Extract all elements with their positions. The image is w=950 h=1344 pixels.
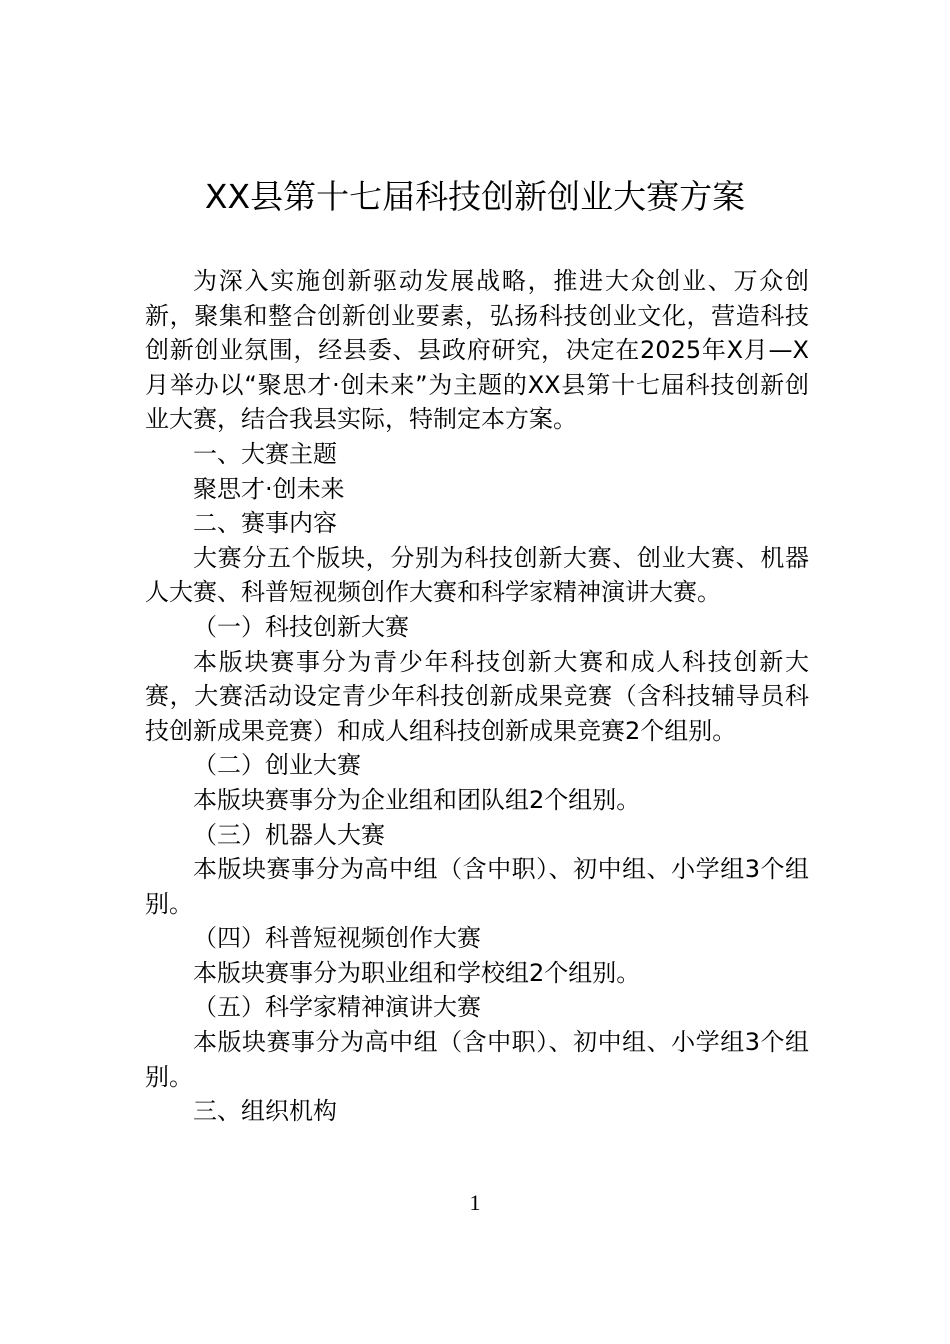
subheading-entrepreneurship: （二）创业大赛 — [193, 751, 361, 780]
robotics-text: 本版块赛事分为高中组（含中职）、初中组、小学组3个组别。 — [145, 855, 809, 918]
subheading-tech-innovation: （一）科技创新大赛 — [193, 612, 409, 641]
page-number: 1 — [469, 1190, 481, 1215]
document-title: XX县第十七届科技创新创业大赛方案 — [204, 177, 746, 216]
content-overview: 大赛分五个版块，分别为科技创新大赛、创业大赛、机器人大赛、科普短视频创作大赛和科学家精神演讲大赛。 — [145, 543, 809, 607]
speech-text: 本版块赛事分为高中组（含中职）、初中组、小学组3个组别。 — [145, 1028, 809, 1091]
theme-text: 聚思才·创未来 — [193, 474, 345, 503]
section-heading-organization: 三、组织机构 — [193, 1097, 337, 1126]
subheading-speech: （五）科学家精神演讲大赛 — [193, 993, 481, 1022]
subheading-short-video: （四）科普短视频创作大赛 — [193, 924, 481, 953]
subheading-robotics: （三）机器人大赛 — [193, 820, 385, 849]
document-body — [145, 264, 809, 1129]
tech-innovation-text: 本版块赛事分为青少年科技创新大赛和成人科技创新大赛，大赛活动设定青少年科技创新成果竞赛（含科技辅导员科技创新成果竞赛）和成人组科技创新成果竞赛2个组别。 — [145, 647, 809, 745]
entrepreneurship-text: 本版块赛事分为企业组和团队组2个组别。 — [193, 785, 641, 814]
section-heading-content: 二、赛事内容 — [193, 509, 337, 538]
section-heading-theme: 一、大赛主题 — [193, 439, 337, 468]
short-video-text: 本版块赛事分为职业组和学校组2个组别。 — [193, 958, 641, 987]
intro-paragraph: 为深入实施创新驱动发展战略，推进大众创业、万众创新，聚集和整合创新创业要素，弘扬科技创业文化，营造科技创新创业氛围，经县委、县政府研究，决定在2025年X月—X月举办以“聚思才·创未来”为主题的XX县第十七届科技创新创业大赛，结合我县实际，特制定本方案。 — [145, 267, 809, 434]
